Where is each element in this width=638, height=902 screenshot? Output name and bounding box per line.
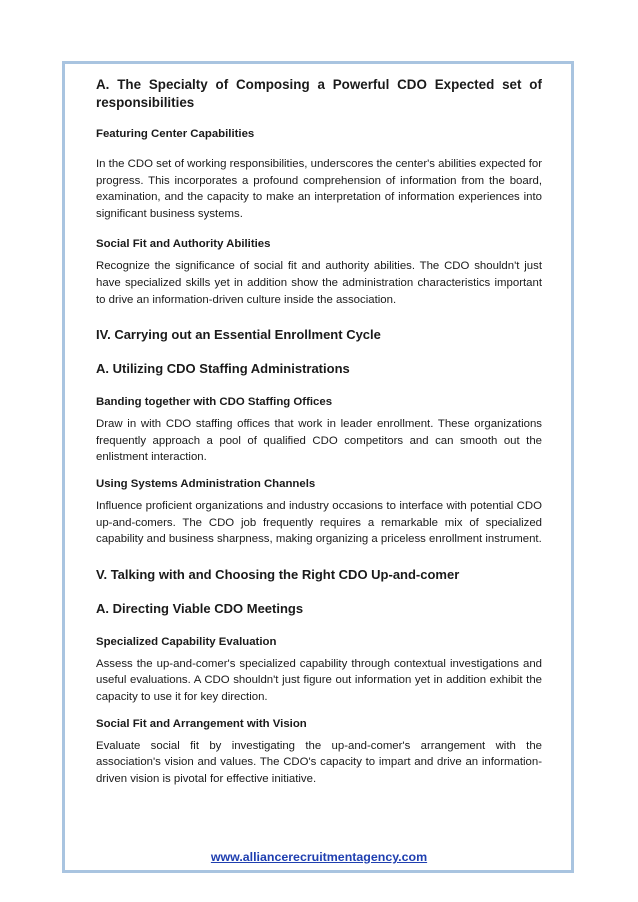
- heading-word: of: [215, 77, 229, 92]
- heading-word: set: [502, 77, 522, 92]
- heading-line-1: [96, 76, 542, 94]
- heading-word: The: [117, 77, 142, 92]
- subheading: Social Fit and Authority Abilities: [96, 238, 271, 251]
- subheading: Social Fit and Arrangement with Vision: [96, 717, 307, 730]
- paragraph: Influence proficient organizations and industry occasions to interface with potential CDO up-and-comers. The CDO job frequently requires a remarkable mix of specialized capability and business sharpness, making organizing a priceless enrollment instrument.: [96, 499, 542, 546]
- section-iv-heading: IV. Carrying out an Essential Enrollment Cycle: [96, 327, 381, 343]
- block-v-0: [96, 634, 542, 706]
- website-link[interactable]: www.alliancerecruitmentagency.com: [210, 850, 428, 864]
- heading-word: a: [317, 77, 325, 92]
- paragraph: In the CDO set of working responsibilities, underscores the center's abilities expected for progress. This incorporates a profound comprehension of information from the board, examination, and the capacity to make an interpretation of information experiences into significant business systems.: [96, 158, 542, 220]
- footer: [0, 848, 638, 866]
- heading-word: A.: [96, 77, 110, 92]
- document-body: [96, 76, 542, 797]
- heading-word: Expected: [434, 77, 495, 92]
- section-v-a-heading: A. Directing Viable CDO Meetings: [96, 600, 304, 616]
- heading-word: of: [529, 77, 542, 92]
- paragraph: Assess the up-and-comer's specialized capability through contextual investigations and useful evaluations. A CDO shouldn't just figure out information yet in addition exhibit the capacity to use it for key direction.: [96, 657, 542, 703]
- section-v-heading: V. Talking with and Choosing the Right CDO Up-and-comer: [96, 566, 460, 582]
- heading-word: Powerful: [332, 77, 390, 92]
- block-v-1: [96, 716, 542, 788]
- heading-word: CDO: [397, 77, 427, 92]
- block-0: [96, 126, 542, 222]
- heading-word: Composing: [235, 77, 310, 92]
- subheading: Using Systems Administration Channels: [96, 477, 316, 490]
- heading-word: Specialty: [148, 77, 208, 92]
- block-iv-0: [96, 394, 542, 466]
- heading-a-specialty: [96, 76, 542, 112]
- subheading: Banding together with CDO Staffing Offices: [96, 396, 333, 409]
- subheading: Specialized Capability Evaluation: [96, 635, 277, 648]
- block-iv-1: [96, 476, 542, 548]
- subheading: Featuring Center Capabilities: [96, 128, 255, 140]
- heading-line-2: responsibilities: [96, 95, 195, 110]
- paragraph: Evaluate social fit by investigating the up-and-comer's arrangement with the association's vision and values. The CDO's capacity to impart and drive an information-driven vision is pivotal for effective initiative.: [96, 739, 542, 785]
- paragraph: Recognize the significance of social fit and authority abilities. The CDO shouldn't just have specialized skills yet in addition show the administration characteristics important to drive an information-driven culture inside the association.: [96, 260, 542, 306]
- section-iv-a-heading: A. Utilizing CDO Staffing Administrations: [96, 361, 350, 377]
- paragraph: Draw in with CDO staffing offices that work in leader enrollment. These organizations frequently approach a pool of qualified CDO competitors and can smooth out the enlistment interaction.: [96, 418, 542, 464]
- block-1: [96, 236, 542, 308]
